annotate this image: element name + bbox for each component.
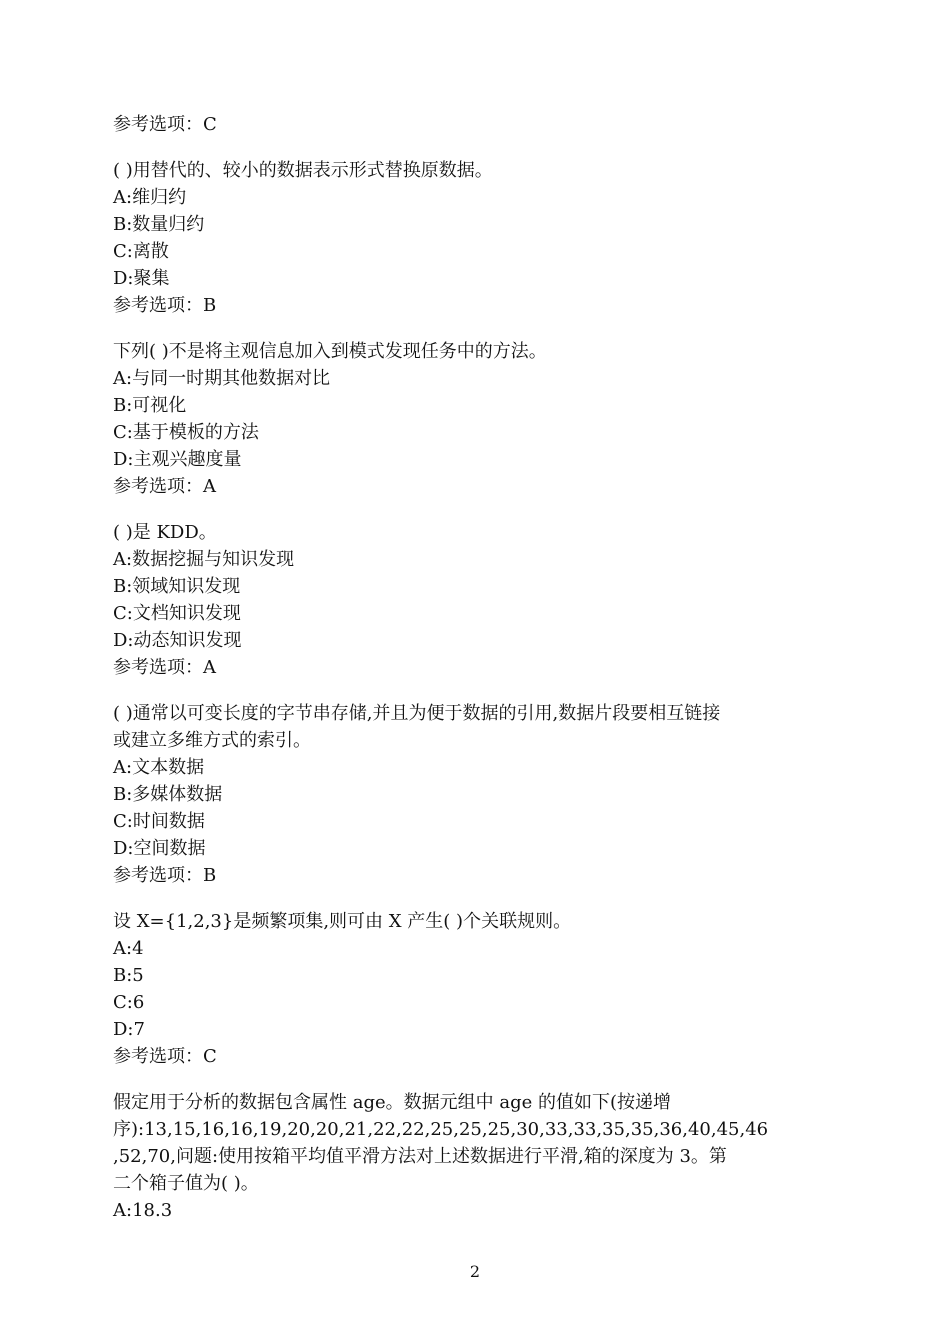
answer-line: 参考选项：C (113, 114, 217, 135)
option-line: B:可视化 (113, 395, 187, 416)
answer-line: 参考选项：A (113, 476, 216, 497)
question-text: 下列( )不是将主观信息加入到模式发现任务中的方法。 (113, 341, 547, 362)
question-text-line: ,52,70,问题:使用按箱平均值平滑方法对上述数据进行平滑,箱的深度为 3。第 (113, 1146, 727, 1167)
question-block (113, 700, 833, 889)
option-line: B:5 (113, 965, 144, 986)
option-line: A:数据挖掘与知识发现 (113, 549, 295, 570)
page-number: 2 (469, 1262, 481, 1281)
question-block (113, 157, 833, 319)
question-text-line: 二个箱子值为( )。 (113, 1173, 259, 1194)
answer-line: 参考选项：B (113, 865, 217, 886)
question-block (113, 1089, 833, 1224)
page-content (113, 111, 833, 1224)
option-line: C:文档知识发现 (113, 603, 241, 624)
option-line: A:维归约 (113, 187, 187, 208)
option-line: D:动态知识发现 (113, 630, 242, 651)
option-line: C:6 (113, 992, 145, 1013)
option-line: D:空间数据 (113, 838, 206, 859)
question-text: ( )是 KDD。 (113, 522, 217, 543)
question-block (113, 908, 833, 1070)
answer-line: 参考选项：A (113, 657, 216, 678)
question-block (113, 519, 833, 681)
option-line: D:聚集 (113, 268, 170, 289)
option-line: A:18.3 (113, 1200, 173, 1221)
question-text-line: 序):13,15,16,16,19,20,20,21,22,22,25,25,25,30,33,33,35,35,36,40,45,46 (113, 1119, 769, 1140)
option-line: B:多媒体数据 (113, 784, 223, 805)
option-line: B:数量归约 (113, 214, 205, 235)
option-line: D:主观兴趣度量 (113, 449, 242, 470)
answer-line: 参考选项：C (113, 1046, 217, 1067)
option-line: A:文本数据 (113, 757, 205, 778)
option-line: C:基于模板的方法 (113, 422, 259, 443)
question-text-line: 或建立多维方式的索引。 (113, 730, 311, 751)
answer-line: 参考选项：B (113, 295, 217, 316)
question-text-line: 假定用于分析的数据包含属性 age。数据元组中 age 的值如下(按递增 (113, 1092, 671, 1113)
option-line: C:离散 (113, 241, 169, 262)
option-line: B:领域知识发现 (113, 576, 241, 597)
question-text: 设 X={1,2,3}是频繁项集,则可由 X 产生( )个关联规则。 (113, 911, 572, 932)
option-line: D:7 (113, 1019, 145, 1040)
question-text-line: ( )通常以可变长度的字节串存储,并且为便于数据的引用,数据片段要相互链接 (113, 703, 721, 724)
option-line: C:时间数据 (113, 811, 205, 832)
question-block (113, 338, 833, 500)
question-text: ( )用替代的、较小的数据表示形式替换原数据。 (113, 160, 493, 181)
option-line: A:与同一时期其他数据对比 (113, 368, 331, 389)
option-line: A:4 (113, 938, 144, 959)
